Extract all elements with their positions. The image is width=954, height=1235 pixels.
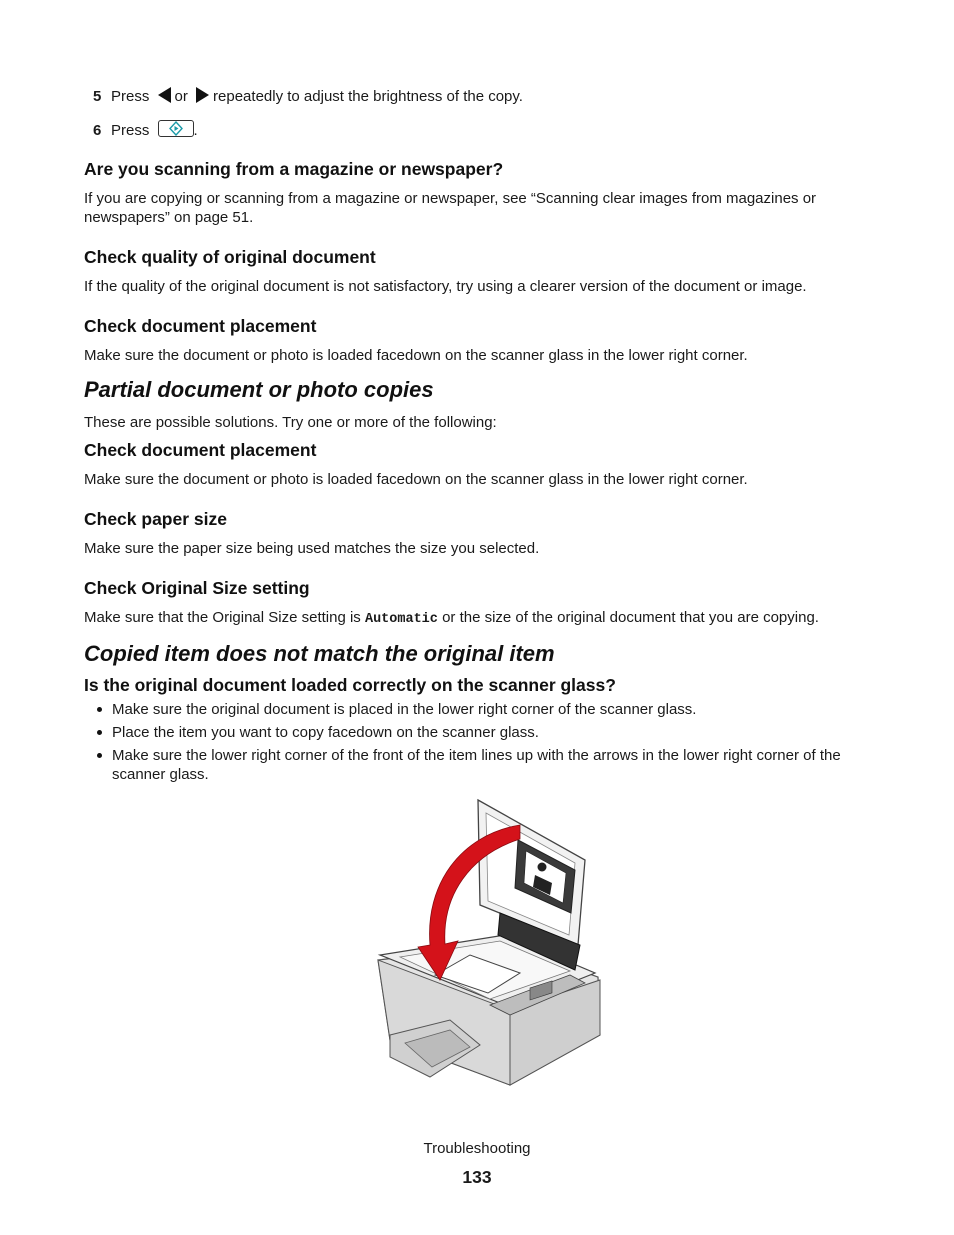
bullet-list — [84, 700, 884, 784]
heading-quality: Check quality of original document — [84, 247, 376, 267]
step-or-label: or — [174, 88, 188, 105]
bullet-icon — [97, 753, 102, 758]
bullet-icon — [97, 707, 102, 712]
page-number: 133 — [462, 1167, 492, 1187]
text-placement-2: Make sure the document or photo is loaded facedown on the scanner glass in the lower right corner. — [84, 471, 748, 488]
printer-scanner-icon — [370, 795, 610, 1090]
text-original-size-before: Make sure that the Original Size setting is — [84, 609, 361, 626]
step-press-label: Press — [111, 88, 150, 105]
subheading-copied-item: Is the original document loaded correctly on the scanner glass? — [84, 675, 616, 695]
step-number: 5 — [93, 88, 102, 105]
list-item: Make sure the original document is placed in the lower right corner of the scanner glass. — [84, 700, 884, 719]
heading-copied-item: Copied item does not match the original item — [84, 641, 555, 666]
text-original-size-after: or the size of the original document that you are copying. — [442, 609, 819, 626]
heading-placement-2: Check document placement — [84, 440, 317, 460]
heading-magazine: Are you scanning from a magazine or newspaper? — [84, 159, 504, 179]
bullet-icon — [97, 730, 102, 735]
text-placement: Make sure the document or photo is loaded facedown on the scanner glass in the lower right corner. — [84, 347, 748, 364]
heading-partial-copies: Partial document or photo copies — [84, 377, 434, 402]
text-partial-intro: These are possible solutions. Try one or more of the following: — [84, 414, 497, 431]
footer-section: Troubleshooting — [423, 1140, 531, 1157]
heading-paper-size: Check paper size — [84, 509, 227, 529]
start-button-icon — [158, 120, 194, 137]
code-automatic: Automatic — [364, 612, 438, 627]
right-arrow-icon — [196, 87, 209, 103]
text-quality: If the quality of the original document is not satisfactory, try using a clearer version of the document or image. — [84, 278, 807, 295]
step-text: . — [193, 122, 198, 139]
scanner-illustration — [370, 795, 610, 1090]
list-item: Place the item you want to copy facedown on the scanner glass. — [84, 723, 884, 742]
step-5 — [93, 87, 523, 106]
text-paper-size: Make sure the paper size being used matches the size you selected. — [84, 540, 540, 557]
list-item: Make sure the lower right corner of the front of the item lines up with the arrows in the lower right corner of the scanner glass. — [84, 746, 884, 784]
text-magazine: If you are copying or scanning from a magazine or newspaper, see “Scanning clear images from magazines or newspapers” on page 51. — [84, 190, 817, 226]
left-arrow-icon — [158, 87, 171, 103]
step-press-label: Press — [111, 122, 150, 139]
step-6 — [93, 120, 198, 140]
text-original-size — [84, 608, 884, 629]
heading-placement: Check document placement — [84, 316, 317, 336]
step-text: repeatedly to adjust the brightness of the copy. — [213, 88, 523, 105]
heading-original-size: Check Original Size setting — [84, 578, 310, 598]
step-number: 6 — [93, 122, 102, 139]
